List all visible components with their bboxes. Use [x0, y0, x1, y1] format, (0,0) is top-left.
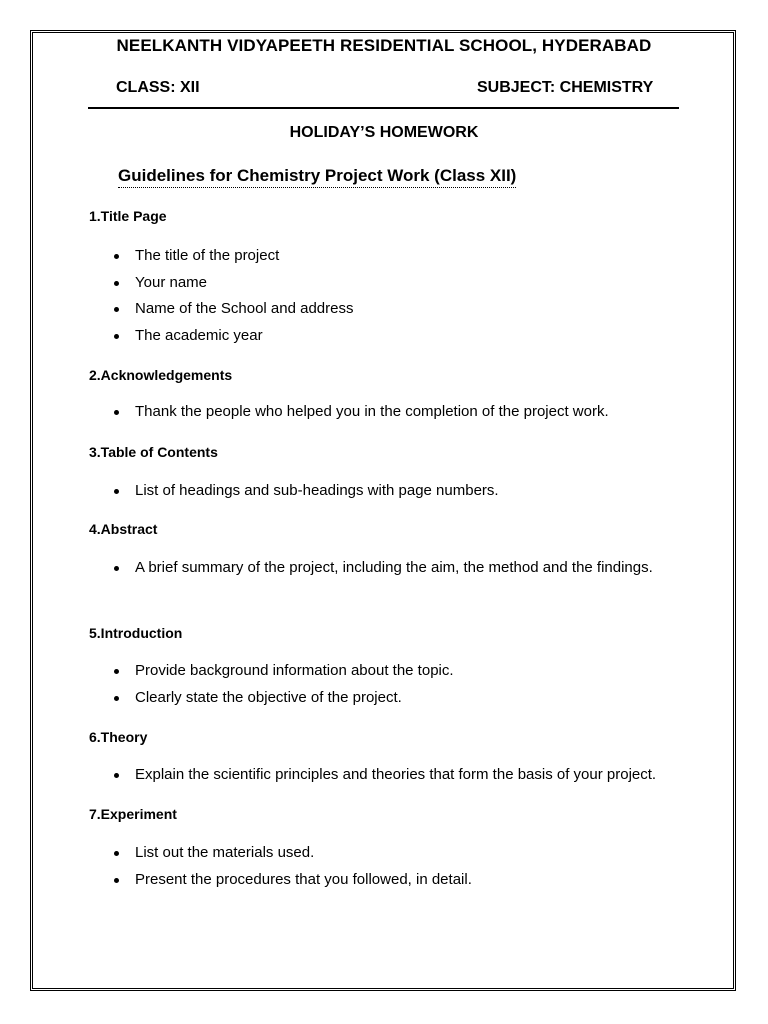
bullet-icon [114, 566, 119, 571]
list-item: Clearly state the objective of the project. [114, 685, 714, 712]
class-label: CLASS: XII [116, 79, 200, 96]
document-title: HOLIDAY’S HOMEWORK [289, 124, 479, 141]
list-item: Explain the scientific principles and theories that form the basis of your project. [114, 762, 714, 789]
list-experiment [114, 840, 714, 893]
list-item: List of headings and sub-headings with page numbers. [114, 478, 714, 505]
list-theory [114, 762, 714, 789]
header-divider [88, 107, 679, 109]
list-title-page [114, 243, 714, 349]
section-heading-title-page: 1.Title Page [89, 208, 167, 224]
section-heading-experiment: 7.Experiment [89, 806, 177, 822]
list-item: Your name [114, 270, 714, 297]
section-heading-theory: 6.Theory [89, 729, 148, 745]
list-item: A brief summary of the project, including the aim, the method and the findings. [114, 555, 659, 582]
list-item: Thank the people who helped you in the completion of the project work. [114, 399, 714, 426]
list-item: The academic year [114, 323, 714, 350]
list-item: Provide background information about the topic. [114, 658, 714, 685]
bullet-icon [114, 696, 119, 701]
guidelines-title: Guidelines for Chemistry Project Work (Class XII) [118, 166, 516, 188]
section-heading-introduction: 5.Introduction [89, 625, 183, 641]
bullet-icon [114, 773, 119, 778]
bullet-icon [114, 410, 119, 415]
list-item: The title of the project [114, 243, 714, 270]
list-acknowledgements [114, 399, 714, 426]
section-heading-acknowledgements: 2.Acknowledgements [89, 367, 233, 383]
bullet-icon [114, 334, 119, 339]
section-heading-abstract: 4.Abstract [89, 521, 158, 537]
list-abstract [114, 555, 659, 582]
list-item: Present the procedures that you followed, in detail. [114, 867, 714, 894]
subject-label: SUBJECT: CHEMISTRY [477, 79, 654, 96]
bullet-icon [114, 669, 119, 674]
list-introduction [114, 658, 714, 711]
bullet-icon [114, 281, 119, 286]
school-name: NEELKANTH VIDYAPEETH RESIDENTIAL SCHOOL, HYDERABAD [116, 36, 652, 55]
bullet-icon [114, 851, 119, 856]
section-heading-table-of-contents: 3.Table of Contents [89, 444, 218, 460]
bullet-icon [114, 254, 119, 259]
bullet-icon [114, 878, 119, 883]
bullet-icon [114, 307, 119, 312]
list-item: Name of the School and address [114, 296, 714, 323]
list-table-of-contents [114, 478, 714, 505]
list-item: List out the materials used. [114, 840, 714, 867]
bullet-icon [114, 489, 119, 494]
